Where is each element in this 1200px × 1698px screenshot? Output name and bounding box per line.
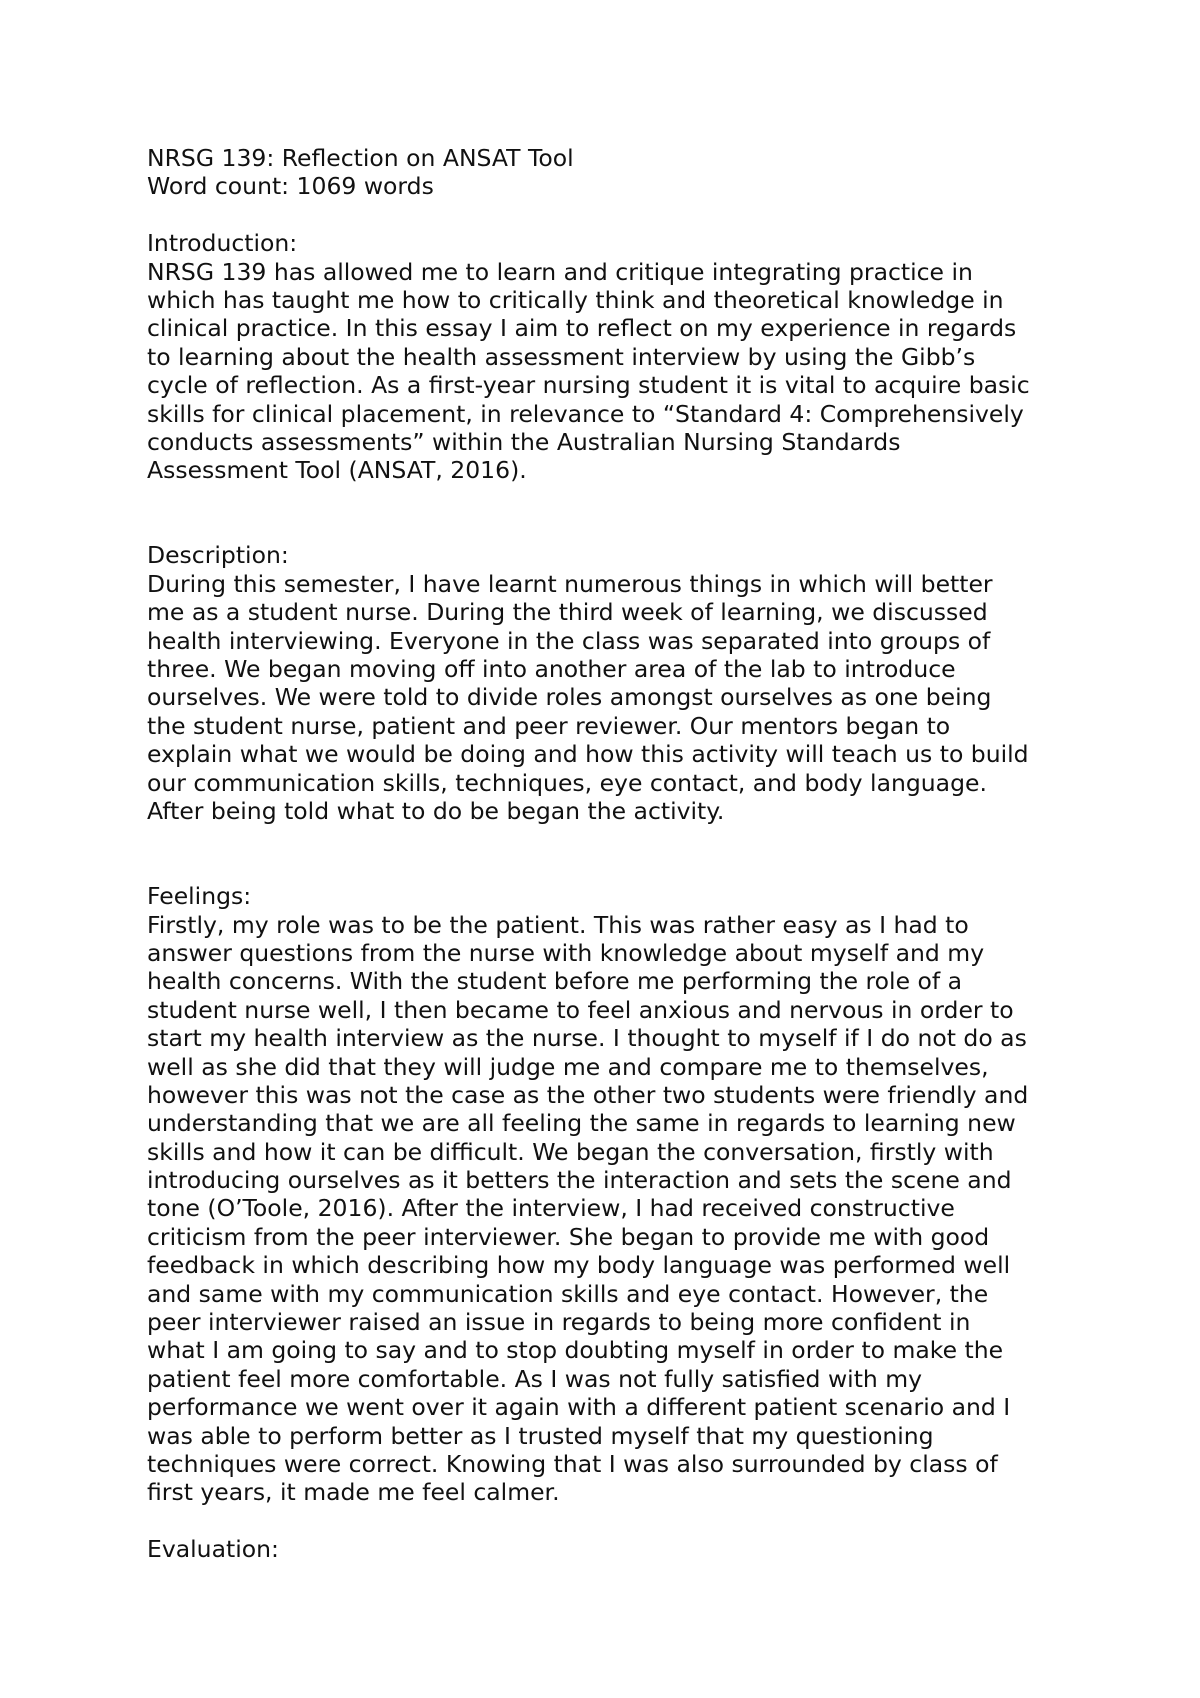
section-heading-evaluation: Evaluation: [147, 1535, 279, 1564]
paragraph-line: our communication skills, techniques, eye contact, and body language. [147, 768, 987, 797]
paragraph-line: however this was not the case as the other two students were friendly and [147, 1080, 1029, 1109]
paragraph-line: was able to perform better as I trusted myself that my questioning [147, 1421, 934, 1450]
paragraph-line: NRSG 139 has allowed me to learn and critique integrating practice in [147, 257, 973, 286]
section-heading-description: Description: [147, 541, 289, 570]
paragraph-line: first years, it made me feel calmer. [147, 1478, 560, 1507]
paragraph-line: well as she did that they will judge me and compare me to themselves, [147, 1052, 989, 1081]
paragraph-line: skills and how it can be difficult. We began the conversation, firstly with [147, 1137, 994, 1166]
paragraph-line: health interviewing. Everyone in the class was separated into groups of [147, 626, 991, 655]
paragraph-line: conducts assessments” within the Australian Nursing Standards [147, 427, 901, 456]
paragraph-line: me as a student nurse. During the third week of learning, we discussed [147, 598, 988, 627]
document-body [147, 144, 1077, 1564]
paragraph-line: health concerns. With the student before me performing the role of a [147, 967, 963, 996]
document-title: NRSG 139: Reflection on ANSAT Tool [147, 144, 574, 172]
paragraph-line: skills for clinical placement, in relevance to “Standard 4: Comprehensively [147, 399, 1024, 428]
paragraph-line: explain what we would be doing and how this activity will teach us to build [147, 740, 1029, 769]
paragraph-line: introducing ourselves as it betters the interaction and sets the scene and [147, 1166, 1012, 1195]
paragraph-line: clinical practice. In this essay I aim to reflect on my experience in regards [147, 314, 1017, 343]
paragraph-line: Assessment Tool (ANSAT, 2016). [147, 456, 527, 485]
paragraph-line: peer interviewer raised an issue in regards to being more confident in [147, 1308, 971, 1337]
paragraph-line: tone (O’Toole, 2016). After the interview, I had received constructive [147, 1194, 955, 1223]
section-heading-introduction: Introduction: [147, 229, 298, 258]
spacer [147, 201, 1077, 229]
paragraph-line: start my health interview as the nurse. I thought to myself if I do not do as [147, 1024, 1027, 1053]
paragraph-line: what I am going to say and to stop doubting myself in order to make the [147, 1336, 1004, 1365]
paragraph-line: ourselves. We were told to divide roles amongst ourselves as one being [147, 683, 992, 712]
paragraph-line: techniques were correct. Knowing that I was also surrounded by class of [147, 1449, 998, 1478]
spacer [147, 485, 1077, 513]
spacer [147, 825, 1077, 853]
section-heading-feelings: Feelings: [147, 882, 252, 911]
word-count: Word count: 1069 words [147, 172, 434, 201]
paragraph-line: performance we went over it again with a different patient scenario and I [147, 1393, 1011, 1422]
paragraph-line: answer questions from the nurse with knowledge about myself and my [147, 938, 985, 967]
paragraph-line: and same with my communication skills and eye contact. However, the [147, 1279, 989, 1308]
spacer [147, 1507, 1077, 1535]
paragraph-line: During this semester, I have learnt numerous things in which will better [147, 569, 993, 598]
paragraph-line: criticism from the peer interviewer. She began to provide me with good [147, 1222, 990, 1251]
paragraph-line: student nurse well, I then became to feel anxious and nervous in order to [147, 995, 1014, 1024]
paragraph-line: which has taught me how to critically think and theoretical knowledge in [147, 285, 1004, 314]
paragraph-line: cycle of reflection. As a first-year nursing student it is vital to acquire basic [147, 371, 1030, 400]
paragraph-line: patient feel more comfortable. As I was not fully satisfied with my [147, 1364, 923, 1393]
paragraph-line: to learning about the health assessment interview by using the Gibb’s [147, 342, 976, 371]
spacer [147, 513, 1077, 541]
paragraph-line: Firstly, my role was to be the patient. This was rather easy as I had to [147, 910, 969, 939]
paragraph-line: After being told what to do be began the activity. [147, 796, 725, 825]
paragraph-line: feedback in which describing how my body language was performed well [147, 1251, 1011, 1280]
paragraph-line: three. We began moving off into another area of the lab to introduce [147, 655, 956, 684]
spacer [147, 854, 1077, 882]
paragraph-line: the student nurse, patient and peer reviewer. Our mentors began to [147, 711, 951, 740]
paragraph-line: understanding that we are all feeling the same in regards to learning new [147, 1109, 1016, 1138]
